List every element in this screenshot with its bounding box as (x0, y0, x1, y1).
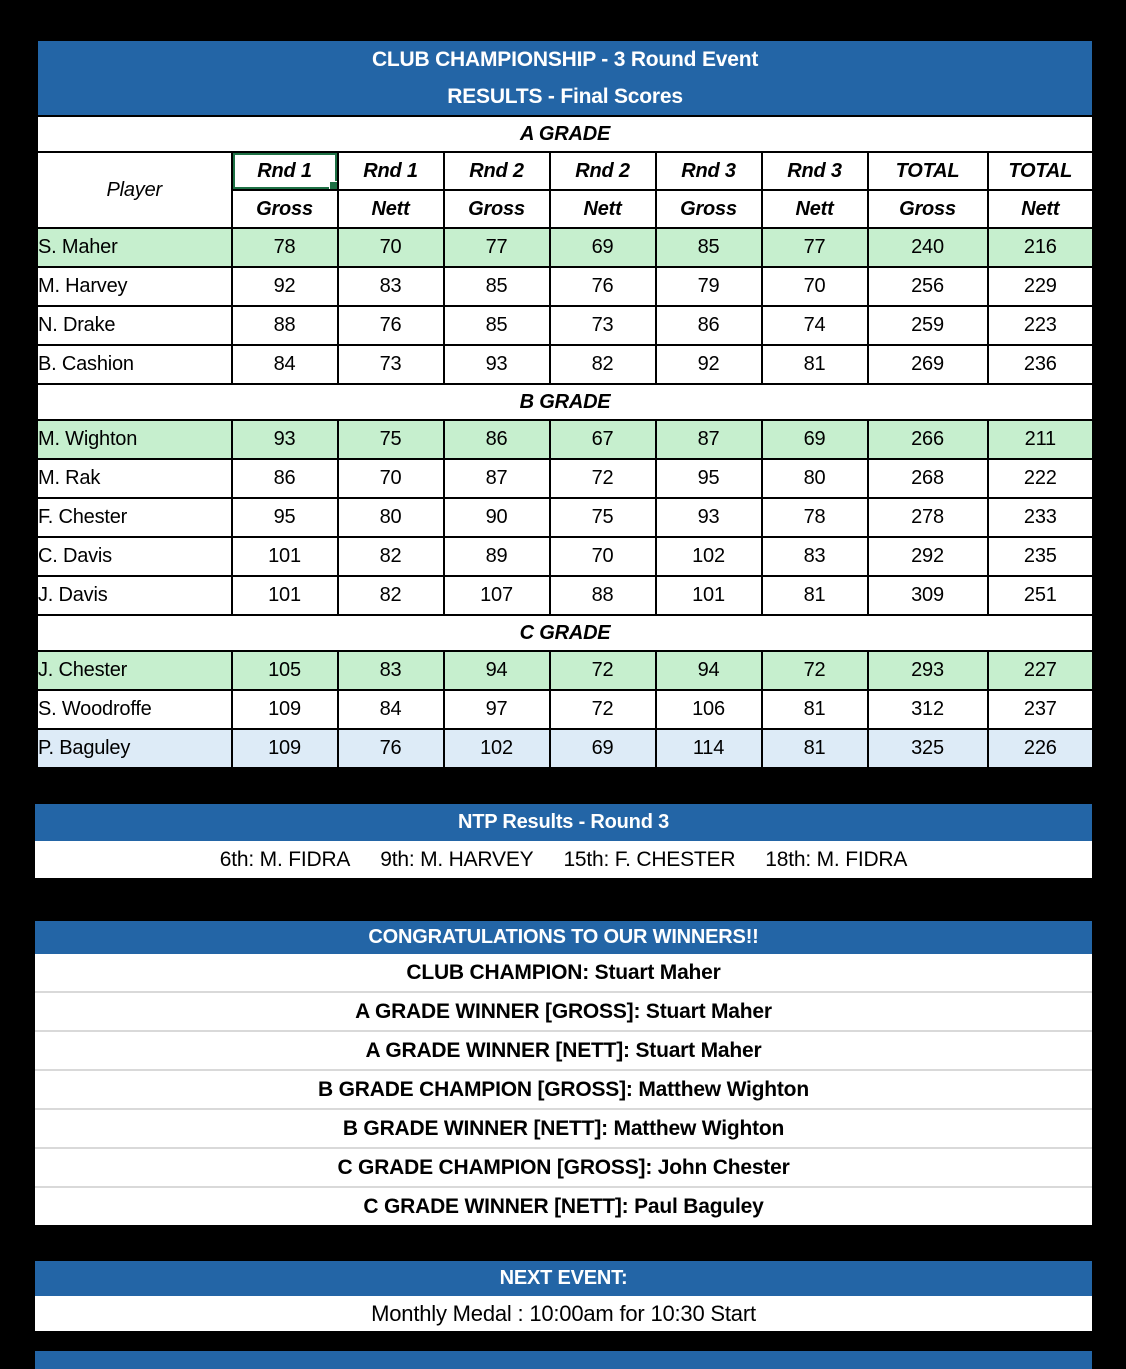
col-header-top-0[interactable]: Rnd 1 (232, 152, 338, 190)
score-cell[interactable]: 83 (338, 267, 444, 306)
player-name-cell[interactable]: M. Harvey (37, 267, 232, 306)
score-cell[interactable]: 93 (656, 498, 762, 537)
table-row (37, 459, 1094, 498)
winner-line: B GRADE CHAMPION [GROSS]: Matthew Wighton (35, 1069, 1092, 1108)
winners-list (35, 954, 1092, 1225)
score-cell[interactable]: 90 (444, 498, 550, 537)
table-title (37, 40, 1094, 117)
score-cell[interactable]: 79 (656, 267, 762, 306)
table-row (37, 306, 1094, 345)
score-cell[interactable]: 86 (656, 306, 762, 345)
score-cell[interactable]: 223 (988, 306, 1094, 345)
grade-band-a: A GRADE (37, 116, 1094, 152)
score-cell[interactable]: 78 (762, 498, 868, 537)
ntp-result: 18th: M. FIDRA (765, 847, 908, 871)
score-cell[interactable]: 69 (762, 420, 868, 459)
next-event-detail: Monthly Medal : 10:00am for 10:30 Start (35, 1296, 1092, 1331)
ntp-title-bar (35, 804, 1092, 841)
player-name-cell[interactable]: C. Davis (37, 537, 232, 576)
score-cell[interactable]: 87 (444, 459, 550, 498)
table-row (37, 537, 1094, 576)
table-title-line1: CLUB CHAMPIONSHIP - 3 Round Event (371, 48, 759, 71)
table-row (37, 690, 1094, 729)
grade-band-row (37, 116, 1094, 152)
score-cell[interactable]: 72 (550, 690, 656, 729)
winner-line: B GRADE WINNER [NETT]: Matthew Wighton (35, 1108, 1092, 1147)
score-cell[interactable]: 70 (762, 267, 868, 306)
player-name-cell[interactable]: F. Chester (37, 498, 232, 537)
score-cell[interactable]: 293 (868, 651, 988, 690)
score-cell[interactable]: 75 (550, 498, 656, 537)
player-name-cell[interactable]: P. Baguley (37, 729, 232, 769)
score-cell[interactable]: 222 (988, 459, 1094, 498)
col-header-bottom-4[interactable]: Gross (656, 190, 762, 228)
score-cell[interactable]: 86 (444, 420, 550, 459)
footer-bar (35, 1351, 1092, 1369)
score-cell[interactable]: 84 (338, 690, 444, 729)
winner-line: C GRADE CHAMPION [GROSS]: John Chester (35, 1147, 1092, 1186)
col-header-top-2[interactable]: Rnd 2 (444, 152, 550, 190)
score-cell[interactable]: 82 (550, 345, 656, 384)
score-cell[interactable]: 93 (232, 420, 338, 459)
table-row (37, 267, 1094, 306)
player-name-cell[interactable]: B. Cashion (37, 345, 232, 384)
score-cell[interactable]: 251 (988, 576, 1094, 615)
score-cell[interactable]: 95 (232, 498, 338, 537)
score-cell[interactable]: 236 (988, 345, 1094, 384)
col-header-top-5[interactable]: Rnd 3 (762, 152, 868, 190)
score-cell[interactable]: 94 (656, 651, 762, 690)
score-cell[interactable]: 106 (656, 690, 762, 729)
table-row (37, 576, 1094, 615)
score-cell[interactable]: 240 (868, 228, 988, 267)
score-cell[interactable]: 101 (656, 576, 762, 615)
score-cell[interactable]: 74 (762, 306, 868, 345)
score-cell[interactable]: 101 (232, 576, 338, 615)
score-cell[interactable]: 211 (988, 420, 1094, 459)
score-cell[interactable]: 76 (338, 306, 444, 345)
table-row (37, 651, 1094, 690)
col-header-top-7[interactable]: TOTAL (988, 152, 1094, 190)
winners-section (35, 921, 1092, 1225)
table-row (37, 420, 1094, 459)
col-header-bottom-6[interactable]: Gross (868, 190, 988, 228)
col-header-top-6[interactable]: TOTAL (868, 152, 988, 190)
column-header-row (37, 152, 1094, 190)
ntp-result: 15th: F. CHESTER (563, 847, 736, 871)
col-header-top-3[interactable]: Rnd 2 (550, 152, 656, 190)
score-cell[interactable]: 93 (444, 345, 550, 384)
player-name-cell[interactable]: J. Chester (37, 651, 232, 690)
winner-line: A GRADE WINNER [GROSS]: Stuart Maher (35, 991, 1092, 1030)
score-cell[interactable]: 85 (444, 306, 550, 345)
score-cell[interactable]: 102 (656, 537, 762, 576)
winner-line: C GRADE WINNER [NETT]: Paul Baguley (35, 1186, 1092, 1225)
score-cell[interactable]: 278 (868, 498, 988, 537)
score-cell[interactable]: 256 (868, 267, 988, 306)
score-cell[interactable]: 72 (550, 651, 656, 690)
score-cell[interactable]: 83 (338, 651, 444, 690)
results-table (35, 38, 1095, 770)
ntp-section (35, 804, 1092, 878)
score-cell[interactable]: 81 (762, 345, 868, 384)
next-event-title-bar (35, 1261, 1092, 1296)
table-row (37, 228, 1094, 267)
score-cell[interactable]: 109 (232, 729, 338, 769)
score-cell[interactable]: 72 (550, 459, 656, 498)
score-cell[interactable]: 70 (550, 537, 656, 576)
score-cell[interactable]: 259 (868, 306, 988, 345)
score-cell[interactable]: 237 (988, 690, 1094, 729)
score-cell[interactable]: 97 (444, 690, 550, 729)
score-cell[interactable]: 73 (550, 306, 656, 345)
score-cell[interactable]: 88 (550, 576, 656, 615)
player-name-cell[interactable]: S. Woodroffe (37, 690, 232, 729)
player-name-cell[interactable]: N. Drake (37, 306, 232, 345)
score-cell[interactable]: 82 (338, 537, 444, 576)
player-name-cell[interactable]: M. Rak (37, 459, 232, 498)
col-header-bottom-5[interactable]: Nett (762, 190, 868, 228)
score-cell[interactable]: 95 (656, 459, 762, 498)
grade-band-row (37, 384, 1094, 420)
score-cell[interactable]: 82 (338, 576, 444, 615)
col-header-bottom-1[interactable]: Nett (338, 190, 444, 228)
ntp-title: NTP Results - Round 3 (457, 811, 669, 833)
winner-line: CLUB CHAMPION: Stuart Maher (35, 954, 1092, 991)
table-row (37, 498, 1094, 537)
score-cell[interactable]: 70 (338, 459, 444, 498)
player-name-cell[interactable]: M. Wighton (37, 420, 232, 459)
score-cell[interactable]: 114 (656, 729, 762, 769)
winner-line: A GRADE WINNER [NETT]: Stuart Maher (35, 1030, 1092, 1069)
score-cell[interactable]: 86 (232, 459, 338, 498)
grade-band-row (37, 615, 1094, 651)
score-cell[interactable]: 72 (762, 651, 868, 690)
col-header-bottom-2[interactable]: Gross (444, 190, 550, 228)
page-content (35, 38, 1092, 1369)
col-header-bottom-3[interactable]: Nett (550, 190, 656, 228)
score-cell[interactable]: 94 (444, 651, 550, 690)
ntp-result: 9th: M. HARVEY (380, 847, 534, 871)
table-row (37, 345, 1094, 384)
score-cell[interactable]: 292 (868, 537, 988, 576)
score-cell[interactable]: 107 (444, 576, 550, 615)
score-cell[interactable]: 268 (868, 459, 988, 498)
col-header-top-4[interactable]: Rnd 3 (656, 152, 762, 190)
col-header-top-1[interactable]: Rnd 1 (338, 152, 444, 190)
score-cell[interactable]: 227 (988, 651, 1094, 690)
score-cell[interactable]: 69 (550, 228, 656, 267)
score-cell[interactable]: 226 (988, 729, 1094, 769)
score-cell[interactable]: 102 (444, 729, 550, 769)
score-cell[interactable]: 235 (988, 537, 1094, 576)
score-cell[interactable]: 216 (988, 228, 1094, 267)
player-name-cell[interactable]: J. Davis (37, 576, 232, 615)
score-cell[interactable]: 69 (550, 729, 656, 769)
ntp-results-line (35, 841, 1092, 878)
score-cell[interactable]: 84 (232, 345, 338, 384)
score-cell[interactable]: 229 (988, 267, 1094, 306)
grade-band-b: B GRADE (37, 384, 1094, 420)
score-cell[interactable]: 77 (762, 228, 868, 267)
score-cell[interactable]: 87 (656, 420, 762, 459)
score-cell[interactable]: 309 (868, 576, 988, 615)
score-cell[interactable]: 78 (232, 228, 338, 267)
score-cell[interactable]: 76 (550, 267, 656, 306)
score-cell[interactable]: 266 (868, 420, 988, 459)
score-cell[interactable]: 88 (232, 306, 338, 345)
col-header-bottom-0[interactable]: Gross (232, 190, 338, 228)
score-cell[interactable]: 109 (232, 690, 338, 729)
ntp-result: 6th: M. FIDRA (219, 847, 351, 871)
score-cell[interactable]: 75 (338, 420, 444, 459)
score-cell[interactable]: 76 (338, 729, 444, 769)
score-cell[interactable]: 89 (444, 537, 550, 576)
score-cell[interactable]: 101 (232, 537, 338, 576)
selected-cell-outline (233, 153, 337, 189)
score-cell[interactable]: 92 (232, 267, 338, 306)
table-title-row (37, 40, 1094, 117)
player-column-header[interactable]: Player (37, 152, 232, 228)
score-cell[interactable]: 67 (550, 420, 656, 459)
table-row (37, 729, 1094, 769)
next-event-title: NEXT EVENT: (499, 1267, 628, 1289)
score-cell[interactable]: 85 (656, 228, 762, 267)
player-name-cell[interactable]: S. Maher (37, 228, 232, 267)
score-cell[interactable]: 80 (762, 459, 868, 498)
score-cell[interactable]: 312 (868, 690, 988, 729)
score-cell[interactable]: 92 (656, 345, 762, 384)
next-event-section (35, 1261, 1092, 1331)
score-cell[interactable]: 85 (444, 267, 550, 306)
score-cell[interactable]: 80 (338, 498, 444, 537)
score-cell[interactable]: 269 (868, 345, 988, 384)
score-cell[interactable]: 77 (444, 228, 550, 267)
score-cell[interactable]: 325 (868, 729, 988, 769)
score-cell[interactable]: 81 (762, 729, 868, 769)
col-header-bottom-7[interactable]: Nett (988, 190, 1094, 228)
score-cell[interactable]: 70 (338, 228, 444, 267)
winners-title-bar (35, 921, 1092, 954)
score-cell[interactable]: 83 (762, 537, 868, 576)
winners-title: CONGRATULATIONS TO OUR WINNERS!! (368, 926, 759, 948)
score-cell[interactable]: 73 (338, 345, 444, 384)
grade-band-c: C GRADE (37, 615, 1094, 651)
score-cell[interactable]: 81 (762, 690, 868, 729)
score-cell[interactable]: 81 (762, 576, 868, 615)
table-title-line2: RESULTS - Final Scores (447, 85, 683, 108)
score-cell[interactable]: 233 (988, 498, 1094, 537)
score-cell[interactable]: 105 (232, 651, 338, 690)
